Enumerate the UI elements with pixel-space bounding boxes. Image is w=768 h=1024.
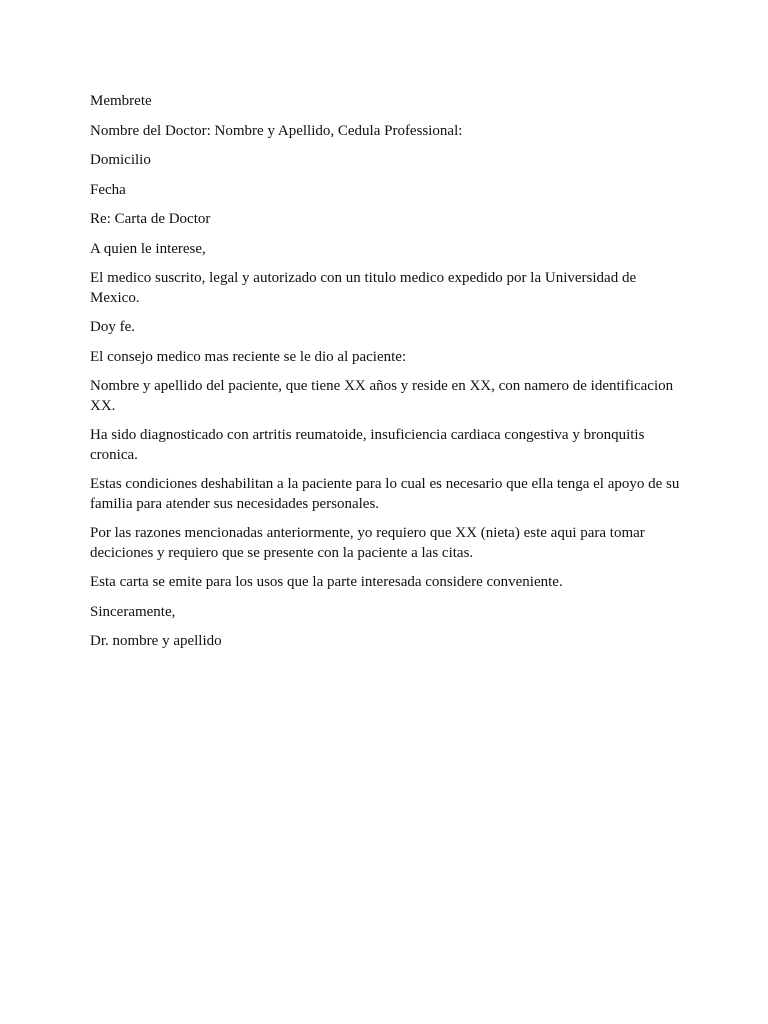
doctor-line: Nombre del Doctor: Nombre y Apellido, Cedula Professional:: [90, 122, 463, 139]
paragraph-patient-info: Nombre y apellido del paciente, que tiene XX años y reside en XX, con namero de identificacion XX.: [90, 378, 674, 414]
paragraph-attestation: Doy fe.: [90, 319, 135, 335]
address-line: Domicilio: [90, 152, 151, 168]
paragraph-purpose: Esta carta se emite para los usos que la parte interesada considere conveniente.: [90, 574, 563, 590]
paragraph-advice-intro: El consejo medico mas reciente se le dio al paciente:: [90, 348, 407, 365]
paragraph-conditions: Estas condiciones deshabilitan a la paciente para lo cual es necesario que ella tenga el apoyo de su familia para atender sus necesidades personales.: [90, 476, 680, 512]
paragraph-request: Por las razones mencionadas anteriormente, yo requiero que XX (nieta) este aqui para tomar deciciones y requiero que se presente con la paciente a las citas.: [90, 525, 645, 561]
salutation: A quien le interese,: [90, 240, 206, 257]
paragraph-credentials: El medico suscrito, legal y autorizado con un titulo medico expedido por la Universidad de Mexico.: [90, 270, 637, 306]
subject-line: Re: Carta de Doctor: [90, 211, 211, 227]
closing-line: Sinceramente,: [90, 603, 176, 620]
letterhead: Membrete: [90, 93, 152, 109]
paragraph-diagnosis: Ha sido diagnosticado con artritis reumatoide, insuficiencia cardiaca congestiva y bronquitis cronica.: [90, 427, 645, 463]
signature-line: Dr. nombre y apellido: [90, 633, 222, 649]
date-line: Fecha: [90, 181, 126, 198]
letter-body: [90, 92, 682, 662]
